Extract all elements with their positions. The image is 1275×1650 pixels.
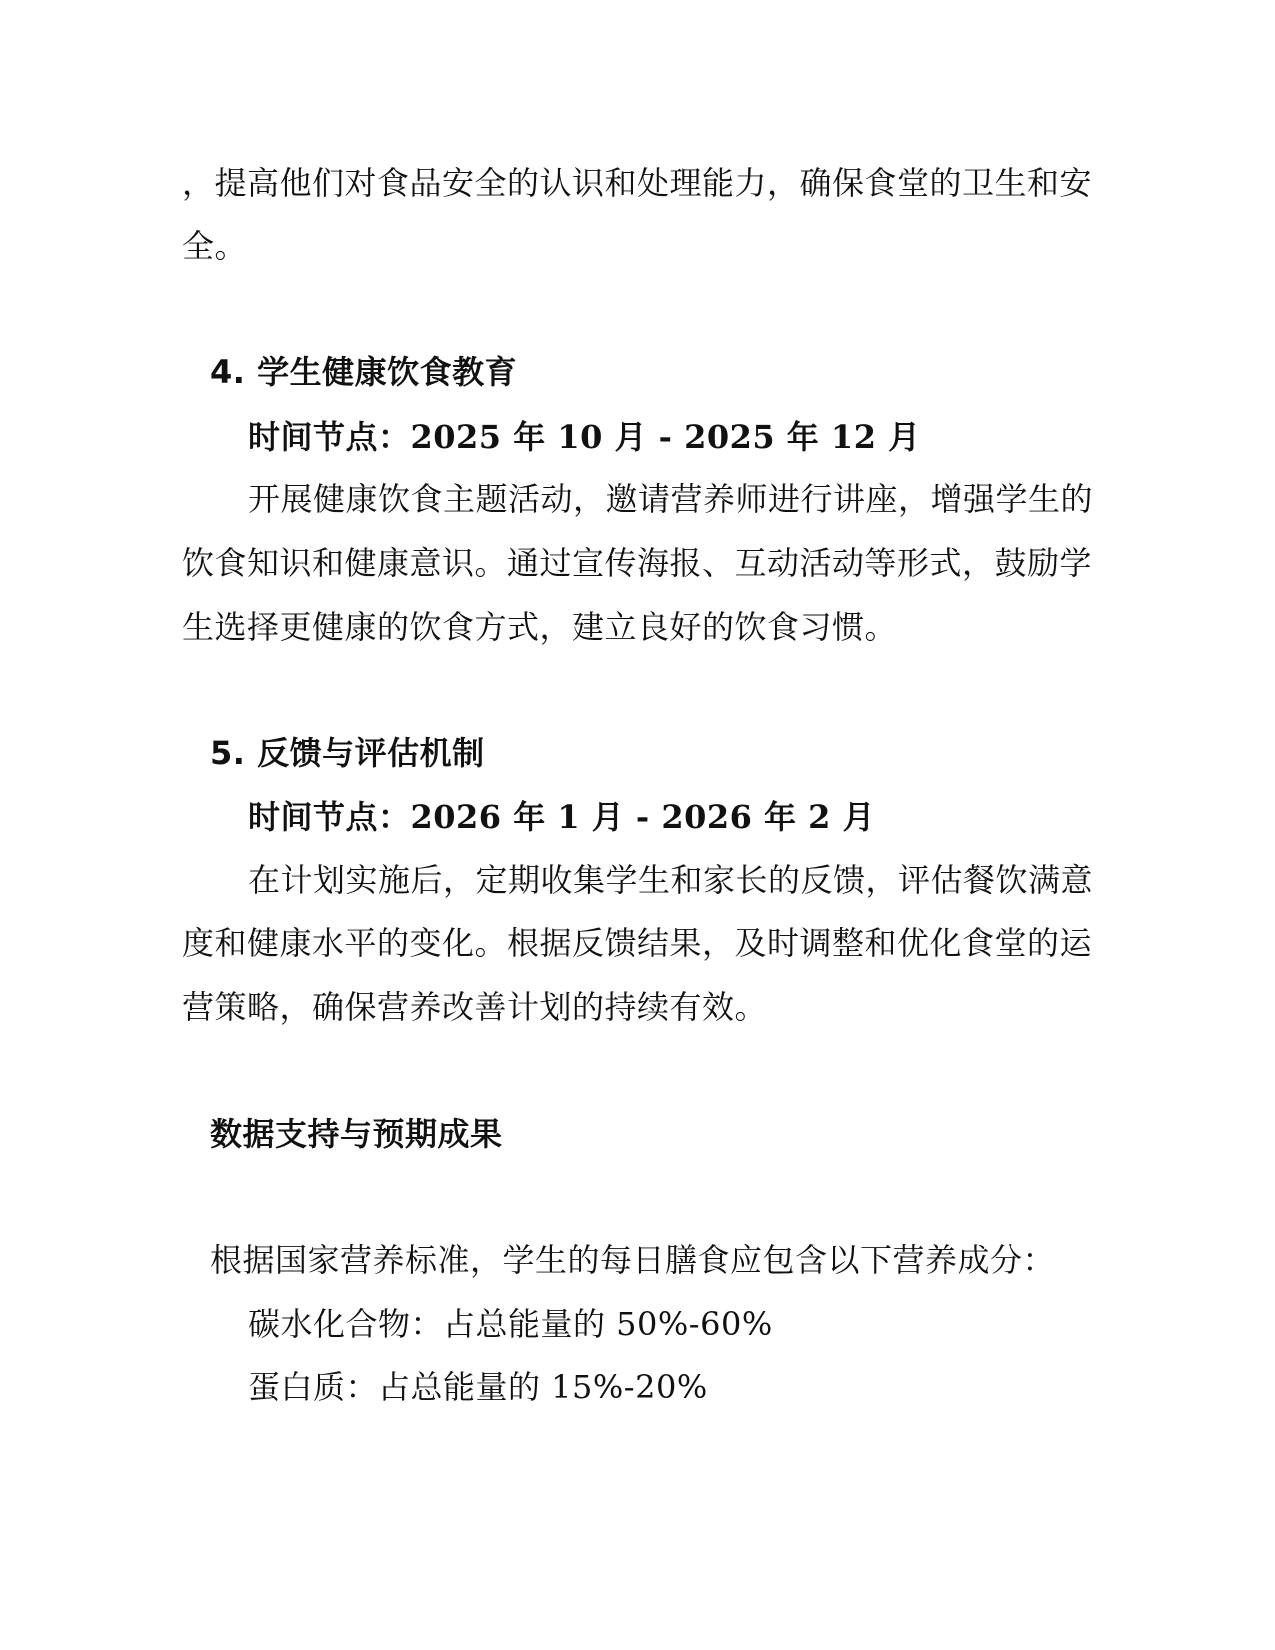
section-5-heading: 5. 反馈与评估机制 <box>210 734 485 772</box>
continuation-line-1: ，提高他们对食品安全的认识和处理能力，确保食堂的卫生和安 <box>182 164 1093 202</box>
section-5-paragraph-line-3: 营策略，确保营养改善计划的持续有效。 <box>182 988 768 1026</box>
section-5-paragraph-line-2: 度和健康水平的变化。根据反馈结果，及时调整和优化食堂的运 <box>182 924 1093 962</box>
section-4-paragraph-line-3: 生选择更健康的饮食方式，建立良好的饮食习惯。 <box>182 608 898 646</box>
section-4-timeline: 时间节点：2025 年 10 月 - 2025 年 12 月 <box>248 418 921 456</box>
section-4-paragraph-line-2: 饮食知识和健康意识。通过宣传海报、互动活动等形式，鼓励学 <box>182 544 1093 582</box>
section-5-paragraph-line-1: 在计划实施后，定期收集学生和家长的反馈，评估餐饮满意 <box>248 861 1094 899</box>
nutrient-item-carbohydrate: 碳水化合物：占总能量的 50%-60% <box>248 1305 773 1343</box>
data-section-title: 数据支持与预期成果 <box>210 1115 503 1153</box>
section-4-paragraph-line-1: 开展健康饮食主题活动，邀请营养师进行讲座，增强学生的 <box>248 480 1094 518</box>
data-section-intro: 根据国家营养标准，学生的每日膳食应包含以下营养成分： <box>210 1241 1056 1279</box>
nutrient-item-protein: 蛋白质：占总能量的 15%-20% <box>248 1368 708 1406</box>
section-4-heading: 4. 学生健康饮食教育 <box>210 353 518 391</box>
section-5-timeline: 时间节点：2026 年 1 月 - 2026 年 2 月 <box>248 798 876 836</box>
continuation-line-2: 全。 <box>182 227 248 265</box>
